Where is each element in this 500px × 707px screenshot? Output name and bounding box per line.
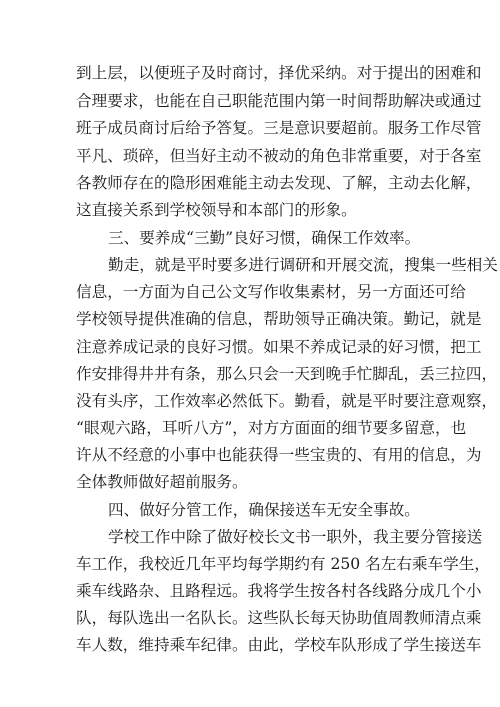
text-line: 平凡、琐碎，但当好主动不被动的角色非常重要，对于各室 <box>76 147 482 165</box>
text-line: 全体教师做好超前服务。 <box>76 473 248 491</box>
text-line: 乘车线路杂、且路程远。我将学生按各村各线路分成几个小 <box>76 582 482 600</box>
text-line: 信息，一方面为自己公文写作收集素材，另一方面还可给 <box>76 283 466 301</box>
text-line: 到上层，以便班子及时商讨，择优采纳。对于提出的困难和 <box>76 64 482 82</box>
text-line: 合理要求，也能在自己职能范围内第一时间帮助解决或通过 <box>76 92 482 110</box>
section-heading: 三、要养成“三勤”良好习惯，确保工作效率。 <box>108 229 421 247</box>
text-line: “眼观六路，耳听八方”，对方方面面的细节要多留意，也 <box>76 419 467 437</box>
text-line: 学校工作中除了做好校长文书一职外，我主要分管接送 <box>108 528 483 546</box>
text-line: 作安排得井井有条，那么只会一天到晚手忙脚乱，丢三拉四， <box>76 365 498 383</box>
text-line: 各教师存在的隐形困难能主动去发现、了解，主动去化解， <box>76 174 482 192</box>
text-line: 许从不经意的小事中也能获得一些宝贵的、有用的信息，为 <box>76 446 482 464</box>
text-line: 车人数，维持乘车纪律。由此，学校车队形成了学生接送车 <box>76 636 482 654</box>
text-line: 注意养成记录的良好习惯。如果不养成记录的好习惯，把工 <box>76 338 482 356</box>
text-line: 班子成员商讨后给予答复。三是意识要超前。服务工作尽管 <box>76 119 482 137</box>
text-line: 这直接关系到学校领导和本部门的形象。 <box>76 201 357 219</box>
text-line: 队，每队选出一名队长。这些队长每天协助值周教师清点乘 <box>76 609 482 627</box>
text-line: 车工作，我校近几年平均每学期约有 250 名左右乘车学生， <box>76 555 490 573</box>
section-heading: 四、做好分管工作，确保接送车无安全事故。 <box>108 501 420 519</box>
text-line: 没有头序，工作效率必然低下。勤看，就是平时要注意观察， <box>76 392 498 410</box>
text-line: 勤走，就是平时要多进行调研和开展交流，搜集一些相关 <box>108 256 498 274</box>
text-line: 学校领导提供准确的信息，帮助领导正确决策。勤记，就是 <box>76 310 482 328</box>
